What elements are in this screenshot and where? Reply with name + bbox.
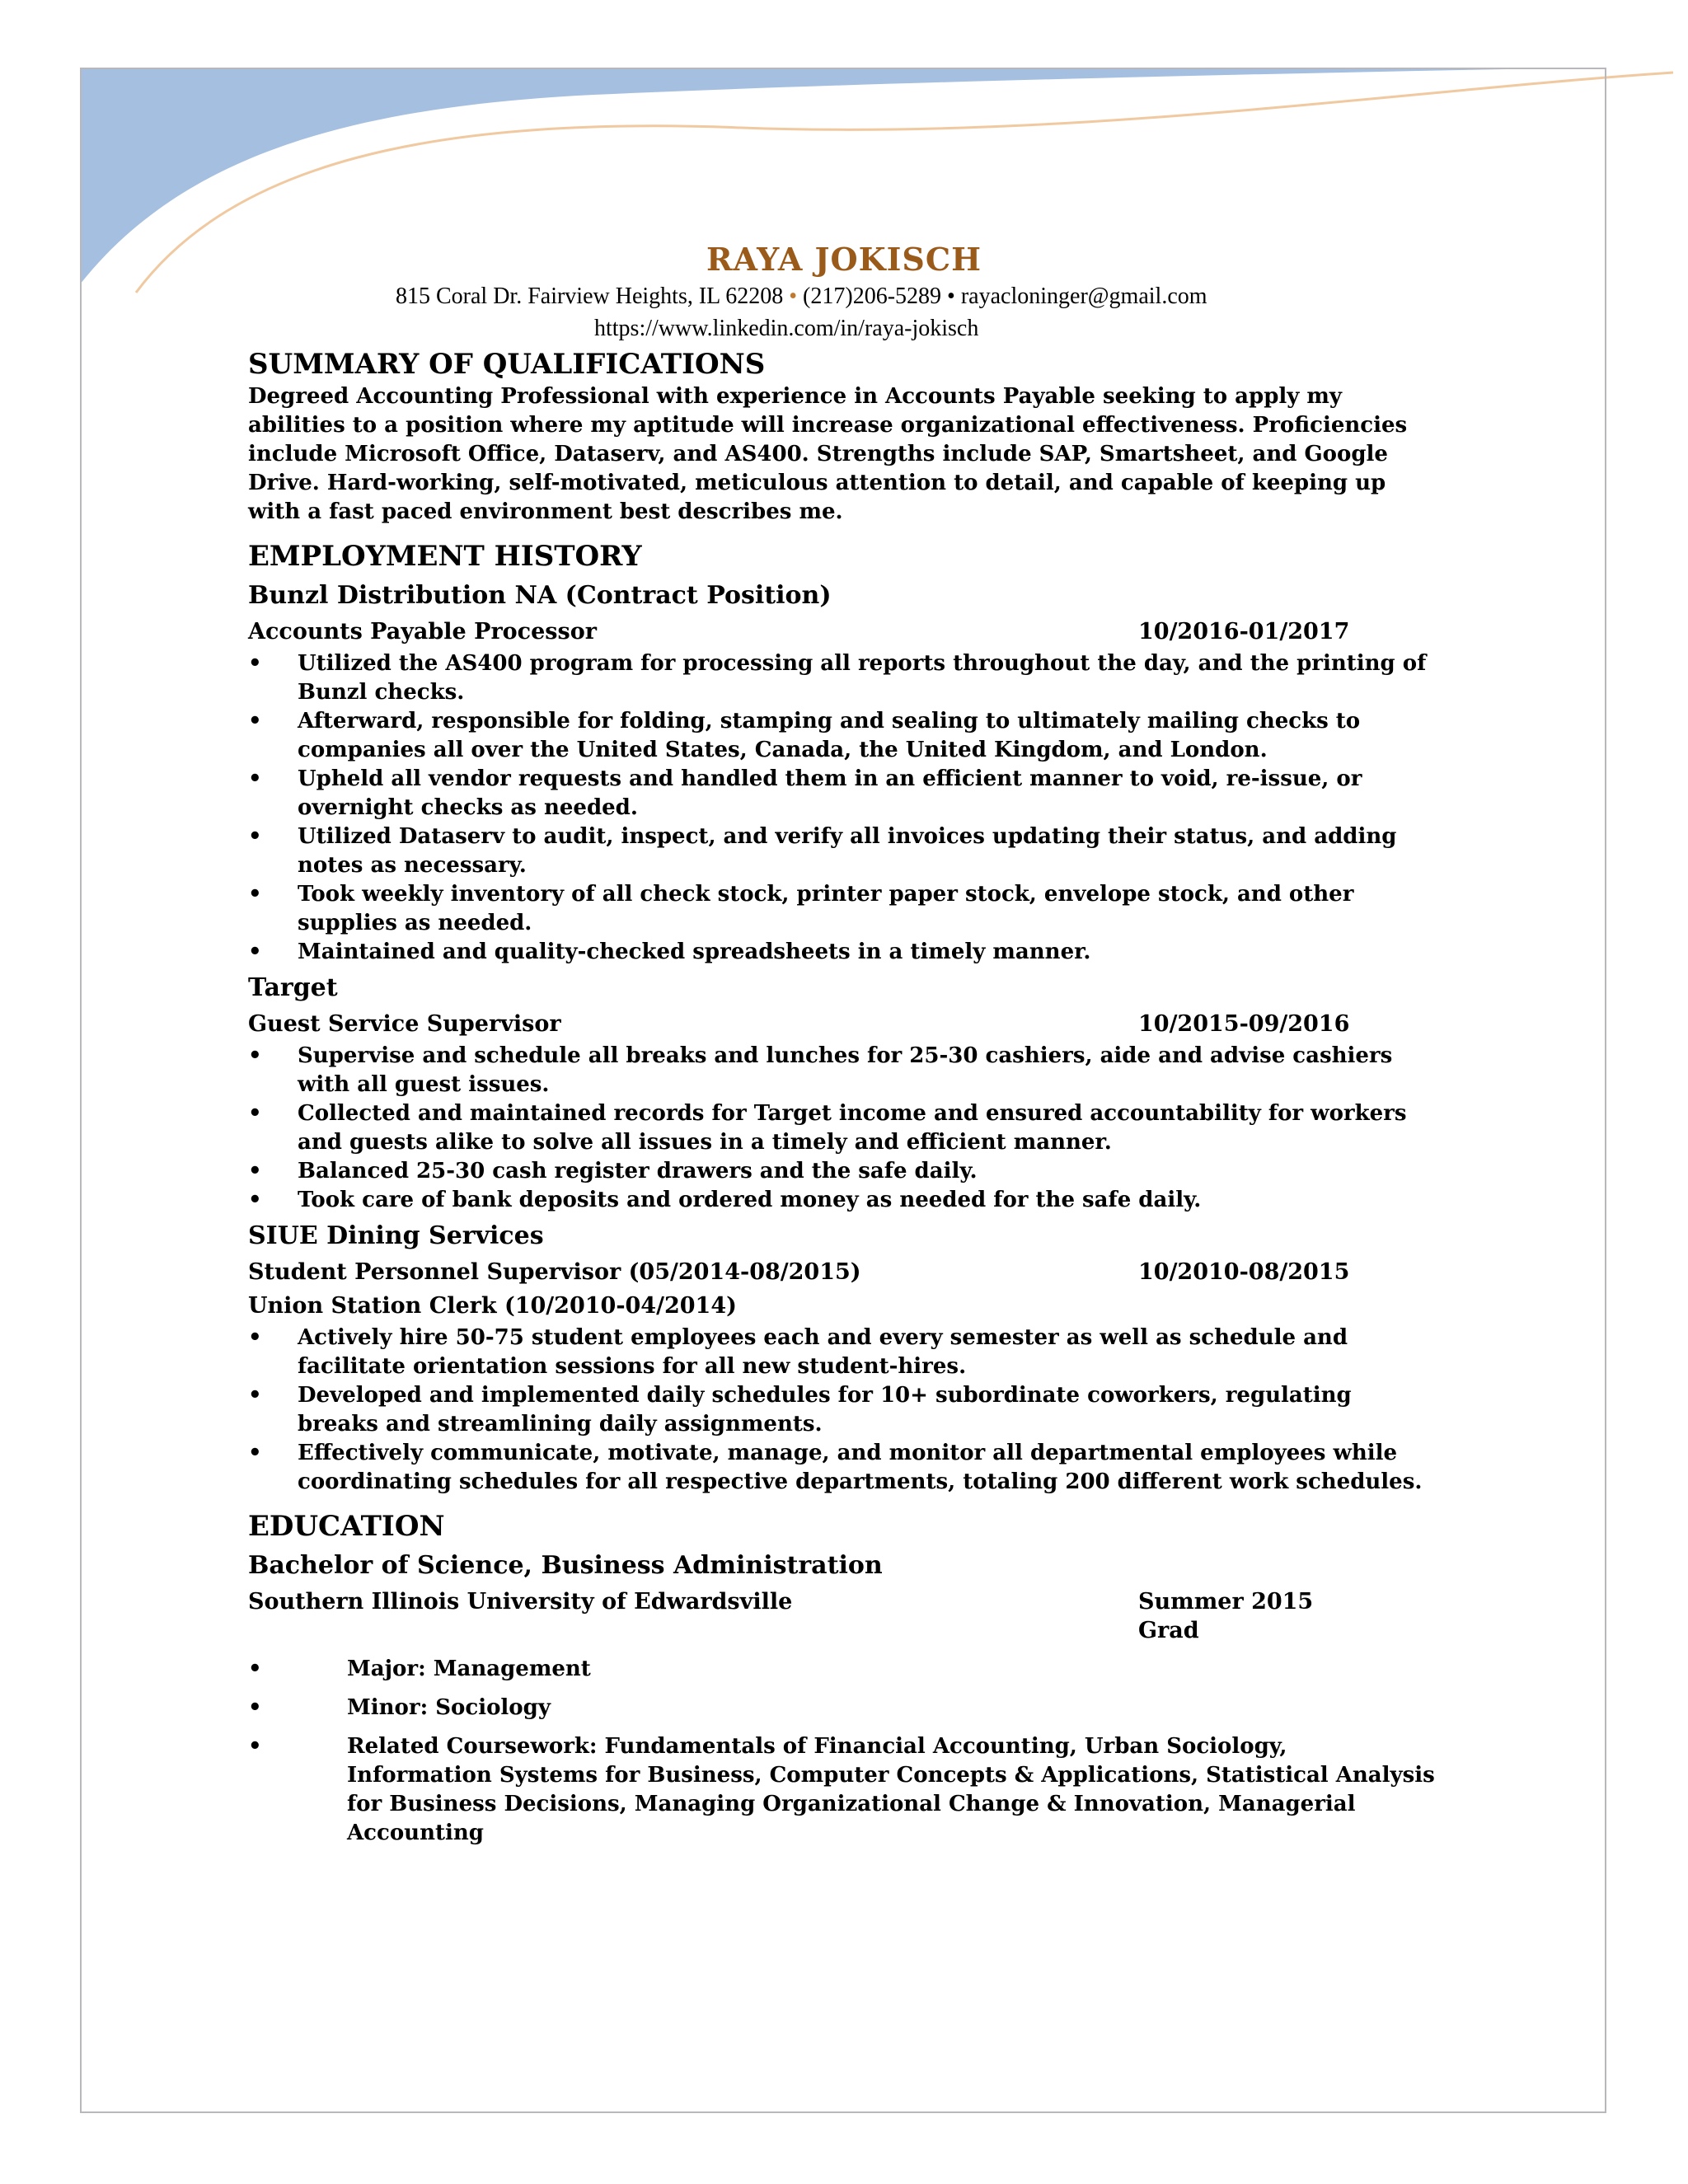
job-dates: 10/2010-08/2015 xyxy=(1138,1259,1350,1285)
job-title-row xyxy=(248,1010,1353,1038)
summary-heading: SUMMARY OF QUALIFICATIONS xyxy=(248,348,766,381)
job-subtitle: Union Station Clerk (10/2010-04/2014) xyxy=(248,1293,737,1319)
list-item: • Upheld all vendor requests and handled them in an efficient manner to void, re-issue, or overnight checks as needed. xyxy=(248,765,1435,823)
company-name: SIUE Dining Services xyxy=(248,1221,544,1250)
job-entry xyxy=(248,1220,1435,1497)
job-entry xyxy=(248,972,1435,1215)
separator-dot: • xyxy=(789,284,798,309)
grad-date: Summer 2015 Grad xyxy=(1138,1589,1314,1643)
list-item: • Took care of bank deposits and ordered money as needed for the safe daily. xyxy=(248,1186,1435,1215)
job-title: Student Personnel Supervisor (05/2014-08/2015) xyxy=(248,1259,861,1285)
list-item: • Effectively communicate, motivate, manage, and monitor all departmental employees while coordinating schedules for all respective departments, totaling 200 different work schedules. xyxy=(248,1439,1435,1497)
separator-dot: • xyxy=(947,284,955,309)
list-item: • Major: Management xyxy=(248,1655,1435,1684)
list-item: • Balanced 25-30 cash register drawers and the safe daily. xyxy=(248,1157,1435,1186)
list-item: • Developed and implemented daily schedules for 10+ subordinate coworkers, regulating breaks and streamlining daily assignments. xyxy=(248,1381,1435,1439)
summary-text: Degreed Accounting Professional with experience in Accounts Payable seeking to apply my abilities to a position where my aptitude will increase organizational effectiveness. Proficiencies include Microsoft Office, Dataserv, and AS400. Strengths include SAP, Smartsheet, and Google Drive. Hard-working, self-motivated, meticulous attention to detail, and capable of keeping up with a fast paced environment best describes me. xyxy=(248,384,1408,524)
list-item: • Afterward, responsible for folding, stamping and sealing to ultimately mailing checks to companies all over the United States, Canada, the United Kingdom, and London. xyxy=(248,707,1435,765)
list-item: • Supervise and schedule all breaks and lunches for 25-30 cashiers, aide and advise cashiers with all guest issues. xyxy=(248,1042,1435,1099)
linkedin-link[interactable]: https://www.linkedin.com/in/raya-jokisch xyxy=(594,316,979,341)
candidate-name: RAYA JOKISCH xyxy=(706,241,982,278)
job-bullets xyxy=(248,1324,1435,1497)
education-heading: EDUCATION xyxy=(248,1510,445,1543)
job-title-row xyxy=(248,617,1353,646)
employment-heading: EMPLOYMENT HISTORY xyxy=(248,540,642,573)
job-bullets xyxy=(248,649,1435,967)
contact-line xyxy=(396,284,1385,310)
list-item: • Utilized Dataserv to audit, inspect, and verify all invoices updating their status, and adding notes as necessary. xyxy=(248,823,1435,880)
job-bullets xyxy=(248,1042,1435,1215)
company-name: Target xyxy=(248,973,338,1002)
degree: Bachelor of Science, Business Administration xyxy=(248,1551,883,1580)
resume-body xyxy=(248,346,1435,1848)
job-title-row xyxy=(248,1258,1353,1286)
email-link[interactable]: rayacloninger@gmail.com xyxy=(960,284,1207,309)
list-item: • Actively hire 50-75 student employees each and every semester as well as schedule and facilitate orientation sessions for all new student-hires. xyxy=(248,1324,1435,1381)
list-item: • Minor: Sociology xyxy=(248,1694,1435,1722)
job-title: Guest Service Supervisor xyxy=(248,1011,561,1037)
list-item: • Utilized the AS400 program for processing all reports throughout the day, and the printing of Bunzl checks. xyxy=(248,649,1435,707)
school-name: Southern Illinois University of Edwardsville xyxy=(248,1589,793,1615)
address: 815 Coral Dr. Fairview Heights, IL 62208 xyxy=(396,284,784,309)
list-item: • Maintained and quality-checked spreadsheets in a timely manner. xyxy=(248,938,1435,967)
list-item: • Related Coursework: Fundamentals of Financial Accounting, Urban Sociology, Information Systems for Business, Computer Concepts & Applications, Statistical Analysis for Business Decisions, Managing Organizational Change & Innovation, Managerial Accounting xyxy=(248,1732,1435,1848)
education-bullets xyxy=(248,1655,1435,1848)
job-dates: 10/2016-01/2017 xyxy=(1138,619,1350,644)
company-name: Bunzl Distribution NA (Contract Position) xyxy=(248,581,832,610)
phone: (217)206-5289 xyxy=(803,284,942,309)
job-title: Accounts Payable Processor xyxy=(248,619,597,644)
job-entry xyxy=(248,579,1435,967)
school-row xyxy=(248,1587,1353,1645)
list-item: • Collected and maintained records for Target income and ensured accountability for workers and guests alike to solve all issues in a timely and efficient manner. xyxy=(248,1099,1435,1157)
job-dates: 10/2015-09/2016 xyxy=(1138,1011,1350,1037)
list-item: • Took weekly inventory of all check stock, printer paper stock, envelope stock, and other supplies as needed. xyxy=(248,880,1435,938)
